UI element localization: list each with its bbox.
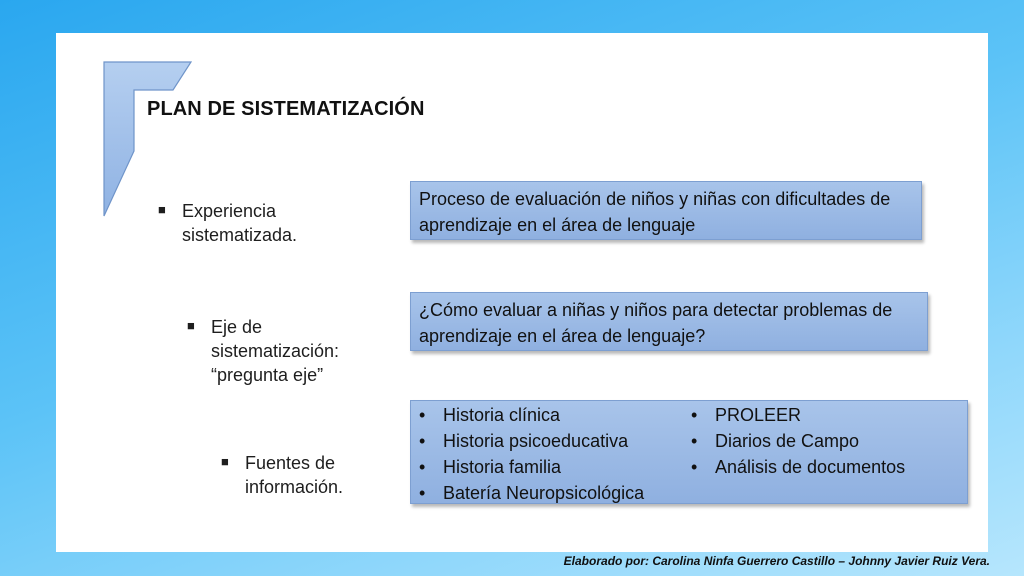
- round-bullet-icon: •: [691, 405, 698, 425]
- page-title: PLAN DE SISTEMATIZACIÓN: [147, 98, 425, 120]
- list-item: [689, 428, 905, 454]
- square-bullet-icon: ■: [221, 454, 229, 469]
- source-label: PROLEER: [715, 405, 802, 425]
- list-item: [689, 454, 905, 480]
- sources-list-right: [689, 402, 905, 480]
- experience-box: Proceso de evaluación de niños y niñas con dificultades de aprendizaje en el área de lenguaje: [410, 181, 922, 240]
- sources-list-left: [417, 402, 644, 506]
- list-item: [417, 428, 644, 454]
- experience-label: Experiencia sistematizada.: [182, 201, 298, 245]
- source-label: Análisis de documentos: [715, 457, 906, 477]
- sources-box: [410, 400, 968, 504]
- square-bullet-icon: ■: [187, 318, 195, 333]
- experience-item: [158, 199, 338, 247]
- bracket-decoration-icon: [103, 61, 193, 217]
- square-bullet-icon: ■: [158, 202, 166, 217]
- round-bullet-icon: •: [419, 405, 426, 425]
- source-label: Historia psicoeducativa: [443, 431, 629, 451]
- sources-label: Fuentes de información.: [245, 453, 344, 497]
- source-label: Historia clínica: [443, 405, 561, 425]
- list-item: [417, 454, 644, 480]
- source-label: Diarios de Campo: [715, 431, 860, 451]
- round-bullet-icon: •: [691, 457, 698, 477]
- list-item: [689, 402, 905, 428]
- axis-label: Eje de sistematización: “pregunta eje”: [211, 317, 340, 385]
- round-bullet-icon: •: [419, 457, 426, 477]
- axis-question-box: ¿Cómo evaluar a niñas y niños para detectar problemas de aprendizaje en el área de lenguaje?: [410, 292, 928, 351]
- round-bullet-icon: •: [691, 431, 698, 451]
- footer-credit: Elaborado por: Carolina Ninfa Guerrero Castillo – Johnny Javier Ruiz Vera.: [563, 554, 990, 568]
- list-item: [417, 402, 644, 428]
- source-label: Historia familia: [443, 457, 562, 477]
- round-bullet-icon: •: [419, 431, 426, 451]
- source-label: Batería Neuropsicológica: [443, 483, 645, 503]
- round-bullet-icon: •: [419, 483, 426, 503]
- axis-item: [187, 315, 377, 387]
- sources-item: [221, 451, 381, 499]
- list-item: [417, 480, 644, 506]
